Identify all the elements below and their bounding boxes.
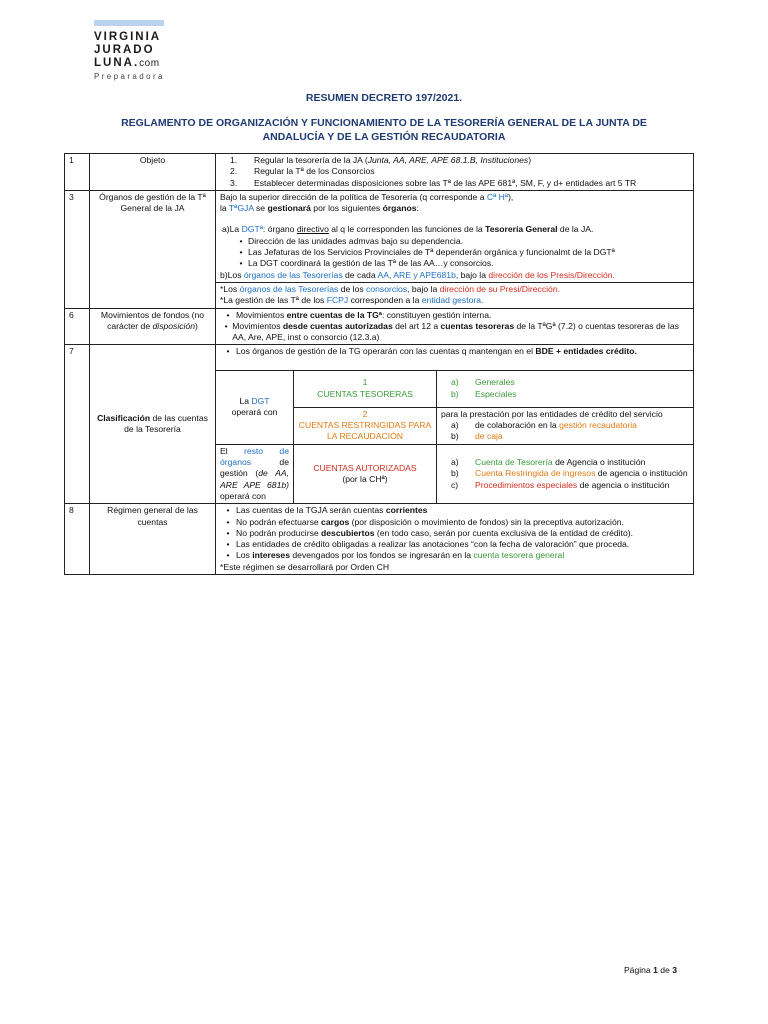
text-blue: TªGJA — [228, 203, 254, 214]
list-item — [230, 155, 689, 166]
account-type-1-options — [437, 370, 694, 407]
list-item — [451, 480, 689, 491]
text: del art 12 a — [392, 320, 441, 331]
text: Página — [623, 965, 654, 975]
row-content — [216, 154, 694, 191]
text: : constituyen gestión interna. — [381, 309, 492, 320]
row-content — [216, 504, 694, 575]
item-number: 2. — [230, 166, 238, 177]
item-text: Las entidades de crédito obligadas a realizar las anotaciones “con la fecha de valoración” que proceda. — [236, 539, 630, 550]
table-row — [216, 444, 693, 503]
item-text: Especiales — [475, 388, 517, 399]
text: al q le corresponden las funciones de la — [328, 224, 486, 235]
list-item — [220, 539, 689, 550]
table-row — [65, 345, 694, 504]
text: Bajo la superior dirección de la política de Tesorería (q corresponde a — [220, 191, 487, 202]
logo-line-3 — [94, 57, 165, 70]
resto-cell — [216, 444, 294, 503]
text: de agencia o institución — [577, 479, 670, 490]
text: No podrán efectuarse — [236, 516, 322, 527]
text: (en todo caso, serán por cuenta exclusiva de la entidad de crédito). — [374, 527, 633, 538]
item-text: Generales — [475, 377, 515, 388]
text-blue: órganos de las Tesorerías — [239, 283, 339, 294]
text: (por disposición o movimiento de fondos) sin la preceptiva autorización. — [349, 516, 624, 527]
list-item — [451, 457, 689, 468]
list-item — [220, 505, 689, 516]
intro-line-2 — [220, 203, 689, 214]
list-item — [451, 431, 689, 442]
text: de colaboración en la — [475, 420, 560, 431]
item-text — [475, 480, 669, 491]
text-italic: de AA, ARE APE 681b) — [220, 468, 289, 490]
text: Movimientos de fondos (no carácter de — [100, 309, 205, 331]
note: *Este régimen se desarrollará por Orden CH — [220, 561, 390, 572]
text-red: Procedimientos especiales — [475, 479, 578, 490]
text: (por la CHª) — [342, 473, 388, 484]
page-total: 3 — [672, 965, 677, 975]
item-text — [232, 321, 689, 344]
item-text — [236, 528, 633, 539]
text-orange: gestión recaudatoria — [559, 420, 637, 431]
item-number: 3. — [230, 177, 238, 188]
logo-line-2: JURADO — [94, 44, 155, 56]
item-text: Dirección de las unidades admvas bajo su dependencia. — [248, 235, 463, 246]
row-number: 7 — [65, 345, 90, 504]
bullet-icon: • — [224, 320, 228, 331]
text: operará con — [220, 490, 266, 501]
item-letter: b) — [451, 388, 459, 399]
bullet-icon: • — [239, 235, 243, 246]
row-label — [90, 308, 216, 345]
bullet-icon: • — [226, 346, 230, 357]
bullet-icon: • — [239, 247, 243, 258]
account-type-3-options — [437, 444, 694, 503]
list-item — [451, 420, 689, 431]
text-blue: AA, ARE y APE681b — [377, 269, 456, 280]
text-blue: DGTª — [241, 224, 263, 235]
item-text-main: Regular la tesorería de la JA ( — [254, 155, 368, 165]
row-label: Régimen general de las cuentas — [90, 504, 216, 575]
logo-line-1: VIRGINIA — [94, 31, 162, 43]
list-item — [220, 310, 689, 321]
text: por los siguientes — [310, 203, 383, 214]
row-content — [216, 308, 694, 345]
text: No podrán producirse — [236, 527, 322, 538]
text: de cada — [342, 269, 378, 280]
list-item — [220, 321, 689, 344]
text-italic: disposición — [152, 320, 196, 331]
text: , bajo la — [407, 283, 440, 294]
text-red: CUENTAS AUTORIZADAS — [313, 462, 417, 473]
text: : — [416, 203, 419, 214]
logo-line-3-main: LUNA. — [94, 57, 140, 69]
text-bold: corrientes — [385, 505, 428, 516]
text: : órgano — [262, 224, 297, 235]
text-bold: gestionará — [267, 203, 311, 214]
list-item — [230, 178, 689, 189]
text-bold: cuentas tesoreras — [440, 320, 515, 331]
row-number: 1 — [65, 154, 90, 191]
text-red: dirección de su Presi/Dirección. — [439, 283, 560, 294]
table-row — [216, 370, 693, 407]
list-item — [230, 166, 689, 177]
item-text: La DGT coordinará la gestión de las Tª de las AA…y consorcios. — [248, 258, 494, 269]
text: ) — [195, 320, 198, 331]
text: *Los — [220, 283, 240, 294]
text-blue: DGT — [251, 395, 270, 406]
text: de las cuentas de la Tesorería — [124, 413, 208, 435]
account-type-3 — [294, 444, 437, 503]
list-item — [234, 258, 689, 269]
list-item — [234, 247, 689, 258]
row-number: 3 — [65, 190, 90, 308]
item-text-italic: Junta, AA, ARE, APE 68.1.B, Instituciones — [367, 155, 529, 165]
list-item — [451, 468, 689, 479]
item-text — [236, 550, 564, 561]
text-green: Cuenta de Tesorería — [475, 457, 553, 468]
item-text — [236, 346, 637, 357]
list-item — [234, 236, 689, 247]
text-green: cuenta tesorera general — [473, 550, 565, 561]
bullet-icon: • — [239, 258, 243, 269]
text: de gestión ( — [220, 457, 289, 479]
note-2 — [220, 295, 689, 306]
text: de agencia o institución — [595, 468, 688, 479]
item-text: de caja — [475, 431, 503, 442]
text-orange: Cuenta Restringida de ingresos — [475, 468, 596, 479]
item-text — [475, 457, 645, 468]
text: La — [239, 395, 252, 406]
text: de la JA. — [557, 224, 594, 235]
item-text — [475, 420, 637, 431]
bullet-icon: • — [226, 550, 230, 561]
logo-bar — [94, 20, 164, 26]
text: Los — [236, 550, 253, 561]
text-blue: FCPJ — [326, 295, 349, 306]
item-text — [236, 505, 427, 516]
item-text — [236, 310, 491, 321]
bullet-icon: • — [226, 527, 230, 538]
text: de — [657, 965, 673, 975]
text: Las cuentas de la TGJA serán cuentas — [236, 505, 386, 516]
text-blue: Cª Hª — [486, 191, 509, 202]
text: b)Los — [220, 269, 244, 280]
text: corresponden a la — [348, 295, 422, 306]
bullet-icon: • — [226, 516, 230, 527]
spacer — [220, 214, 689, 224]
text-bold: intereses — [252, 550, 290, 561]
item-text: Establecer determinadas disposiciones sobre las Tª de las APE 681ª, SM, F, y d+ entidades art 5 TR — [254, 177, 637, 188]
row-label — [90, 345, 216, 504]
account-type-2-options — [437, 407, 694, 444]
table-row — [65, 154, 694, 191]
row-content — [216, 190, 694, 282]
text-bold: órganos — [382, 203, 417, 214]
text: operará con — [231, 407, 278, 418]
text-bold: BDE + entidades crédito. — [535, 346, 637, 357]
text-bold: descubiertos — [321, 527, 375, 538]
row-number: 6 — [65, 308, 90, 345]
text-red: dirección de los Presis/Dirección. — [488, 269, 615, 280]
text-bold: Tesorería General — [485, 224, 558, 235]
list-item — [220, 528, 689, 539]
item-letter: b) — [451, 431, 459, 442]
account-type-2 — [294, 407, 437, 444]
text: Movimientos — [232, 320, 283, 331]
list-item — [451, 377, 689, 388]
intro-line-1 — [220, 192, 689, 203]
note-1 — [220, 284, 689, 295]
text: 2 — [362, 408, 368, 419]
row-content — [216, 345, 694, 504]
text: El — [220, 445, 244, 456]
list-item — [216, 345, 693, 369]
item-text-end: ) — [528, 155, 532, 165]
text-underline: directivo — [296, 224, 329, 235]
summary-table — [64, 153, 694, 575]
row-content-notes — [216, 282, 694, 308]
text: de la TªGª (7.2) o cuentas tesoreras de las AA, Are, APE, inst o consorcio (12.3.a) — [232, 320, 679, 343]
document-title: RESUMEN DECRETO 197/2021. — [305, 92, 463, 104]
text: para la prestación por las entidades de crédito del servicio — [441, 408, 663, 419]
row-label: Órganos de gestión de la Tª General de la JA — [90, 190, 216, 308]
item-letter: a) — [451, 457, 459, 468]
account-type-1 — [294, 370, 437, 407]
text: CUENTAS TESORERAS — [317, 388, 413, 399]
text: 1 — [362, 377, 368, 388]
text-bold: Clasificación — [97, 413, 151, 424]
text: de Agencia o institución — [552, 457, 646, 468]
logo-subtitle: Preparadora — [94, 72, 165, 81]
accounts-table — [216, 370, 693, 503]
text: de los — [338, 283, 367, 294]
text: CUENTAS RESTRINGIDAS PARA LA RECAUDACIÓN — [298, 420, 432, 442]
text: , bajo la — [455, 269, 489, 280]
item-letter: c) — [451, 479, 459, 490]
item-letter: a) — [451, 377, 459, 388]
text-blue: entidad gestora. — [421, 295, 484, 306]
logo-line-3-com: com — [139, 58, 160, 69]
text-bold: entre cuentas de la TGª — [286, 309, 382, 320]
text: Los órganos de gestión de la TG operarán con las cuentas q mantengan en el — [236, 346, 536, 357]
item-text: Las Jefaturas de los Servicios Provinciales de Tª dependerán orgánica y funcionalmt de la DGTª — [248, 247, 615, 258]
item-number: 1. — [230, 155, 238, 165]
item-text — [475, 468, 688, 479]
table-row — [65, 504, 694, 575]
page-current: 1 — [653, 965, 658, 975]
document-subtitle: REGLAMENTO DE ORGANIZACIÓN Y FUNCIONAMIENTO DE LA TESORERÍA GENERAL DE LA JUNTA DE ANDALUCÍA Y DE LA GESTIÓN RECAUDATORIA — [121, 117, 647, 143]
text: se — [253, 203, 268, 214]
bullet-icon: • — [226, 539, 230, 550]
bullet-icon: • — [226, 505, 230, 516]
dgt-cell — [216, 370, 294, 444]
table-row — [65, 190, 694, 282]
section-a — [222, 224, 689, 235]
text: devengados por los fondos se ingresarán en la — [290, 550, 474, 561]
row-number: 8 — [65, 504, 90, 575]
item-letter: b) — [451, 468, 459, 479]
item-letter: a) — [451, 420, 459, 431]
item-text — [236, 517, 624, 528]
list-item — [451, 389, 689, 400]
text: a)La — [222, 224, 242, 235]
section-b — [220, 270, 689, 281]
text-bold: desde cuentas autorizadas — [282, 320, 393, 331]
row-label: Objeto — [90, 154, 216, 191]
text-blue: resto de órganos — [220, 445, 289, 468]
text-blue: consorcios — [366, 283, 408, 294]
text: Movimientos — [236, 309, 287, 320]
text-bold: cargos — [321, 516, 350, 527]
page-footer — [624, 965, 677, 975]
text-blue: órganos de las Tesorerías — [243, 269, 343, 280]
item-text: Regular la Tª de los Consorcios — [254, 166, 375, 177]
list-item — [220, 517, 689, 528]
table-row — [65, 308, 694, 345]
bullet-icon: • — [226, 309, 230, 320]
text: *La gestión de las Tª de los — [220, 295, 327, 306]
text: la — [220, 203, 229, 214]
list-item — [220, 550, 689, 561]
item-text — [254, 155, 531, 166]
text: ), — [508, 191, 514, 202]
logo — [94, 20, 165, 81]
